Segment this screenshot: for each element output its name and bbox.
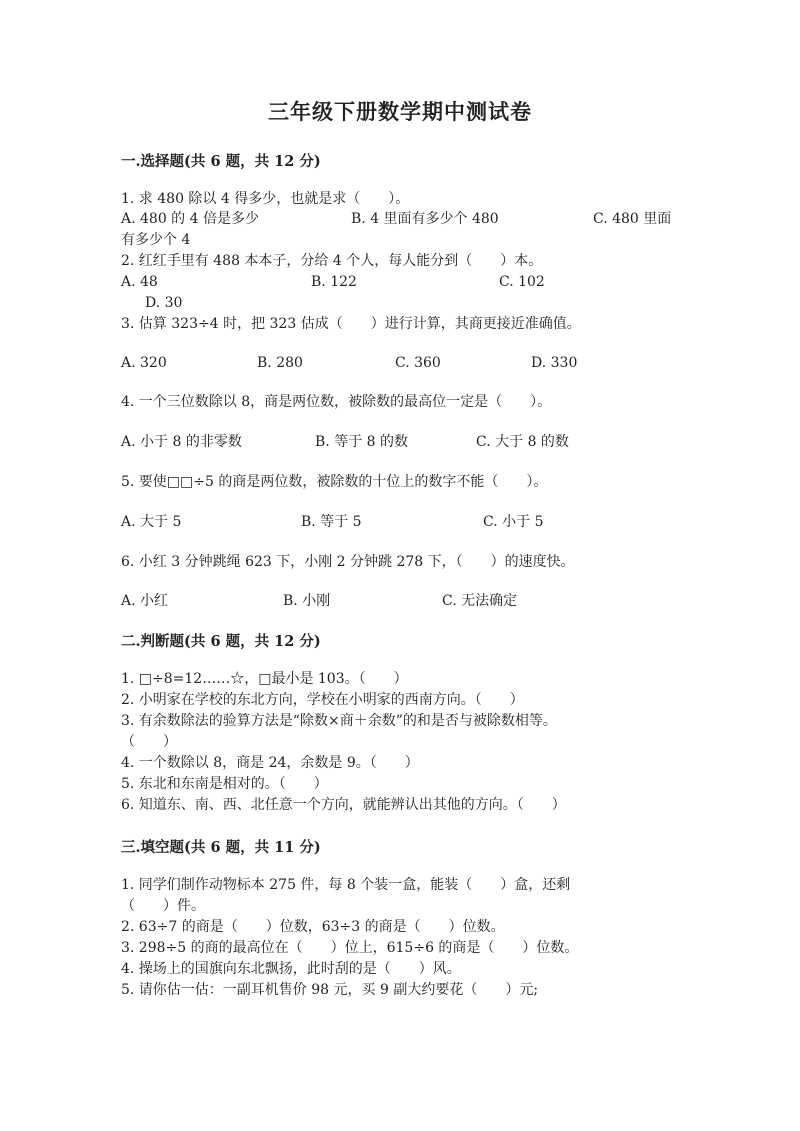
option-a: A. 480 的 4 倍是多少 — [121, 211, 259, 227]
option-c: C. 小于 5 — [483, 514, 544, 530]
option-a: A. 小红 — [121, 593, 169, 609]
option-a: A. 小于 8 的非零数 — [121, 434, 242, 450]
option-d: D. 30 — [145, 295, 183, 311]
question-item: 2. 小明家在学校的东北方向，学校在小明家的西南方向。（ ） — [121, 692, 524, 708]
option-c: C. 无法确定 — [442, 593, 518, 609]
section-heading-true-false: 二.判断题(共 6 题，共 12 分) — [121, 633, 321, 650]
question-item: 4. 一个数除以 8，商是 24，余数是 9。（ ） — [121, 755, 419, 771]
option-c-continued: 有多少个 4 — [121, 232, 191, 248]
question-item: 2. 63÷7 的商是（ ）位数，63÷3 的商是（ ）位数。 — [121, 919, 505, 935]
option-a: A. 48 — [121, 274, 158, 290]
question-item-continued: （ ） — [121, 734, 177, 750]
question-item: 1. □÷8=12……☆，□最小是 103。（ ） — [121, 671, 408, 687]
question-stem: 6. 小红 3 分钟跳绳 623 下，小刚 2 分钟跳 278 下，（ ）的速度快。 — [121, 554, 575, 570]
option-c: C. 360 — [395, 355, 441, 371]
option-b: B. 280 — [257, 355, 303, 371]
question-stem: 2. 红红手里有 488 本本子，分给 4 个人，每人能分到（ ）本。 — [121, 253, 543, 269]
option-b: B. 等于 8 的数 — [315, 434, 408, 450]
option-c: C. 480 里面 — [593, 211, 672, 227]
option-d: D. 330 — [531, 355, 578, 371]
question-item: 4. 操场上的国旗向东北飘扬，此时刮的是（ ）风。 — [121, 961, 461, 977]
question-item: 3. 有余数除法的验算方法是“除数×商＋余数”的和是否与被除数相等。 — [121, 713, 557, 729]
question-stem: 4. 一个三位数除以 8，商是两位数，被除数的最高位一定是（ ）。 — [121, 394, 552, 410]
question-stem: 5. 要使□□÷5 的商是两位数，被除数的十位上的数字不能（ ）。 — [121, 474, 548, 490]
page-title: 三年级下册数学期中测试卷 — [268, 99, 532, 124]
question-item: 1. 同学们制作动物标本 275 件，每 8 个装一盒，能装（ ）盒，还剩 — [121, 877, 571, 893]
question-item-continued: （ ）件。 — [121, 898, 205, 914]
section-heading-fill-in: 三.填空题(共 6 题，共 11 分) — [121, 839, 321, 856]
question-item: 5. 东北和东南是相对的。（ ） — [121, 776, 328, 792]
option-c: C. 102 — [499, 274, 545, 290]
option-b: B. 4 里面有多少个 480 — [351, 211, 499, 227]
question-item: 5. 请你估一估：一副耳机售价 98 元，买 9 副大约要花（ ）元; — [121, 982, 539, 998]
option-b: B. 122 — [311, 274, 357, 290]
question-item: 3. 298÷5 的商的最高位在（ ）位上，615÷6 的商是（ ）位数。 — [121, 940, 579, 956]
option-a: A. 大于 5 — [121, 514, 182, 530]
question-stem: 1. 求 480 除以 4 得多少，也就是求（ ）。 — [121, 191, 410, 207]
option-c: C. 大于 8 的数 — [476, 434, 569, 450]
question-stem: 3. 估算 323÷4 时，把 323 估成（ ）进行计算，其商更接近准确值。 — [121, 316, 581, 332]
section-heading-multiple-choice: 一.选择题(共 6 题，共 12 分) — [121, 153, 321, 170]
option-a: A. 320 — [121, 355, 167, 371]
question-item: 6. 知道东、南、西、北任意一个方向，就能辨认出其他的方向。（ ） — [121, 797, 566, 813]
option-b: B. 等于 5 — [301, 514, 362, 530]
option-b: B. 小刚 — [283, 593, 331, 609]
